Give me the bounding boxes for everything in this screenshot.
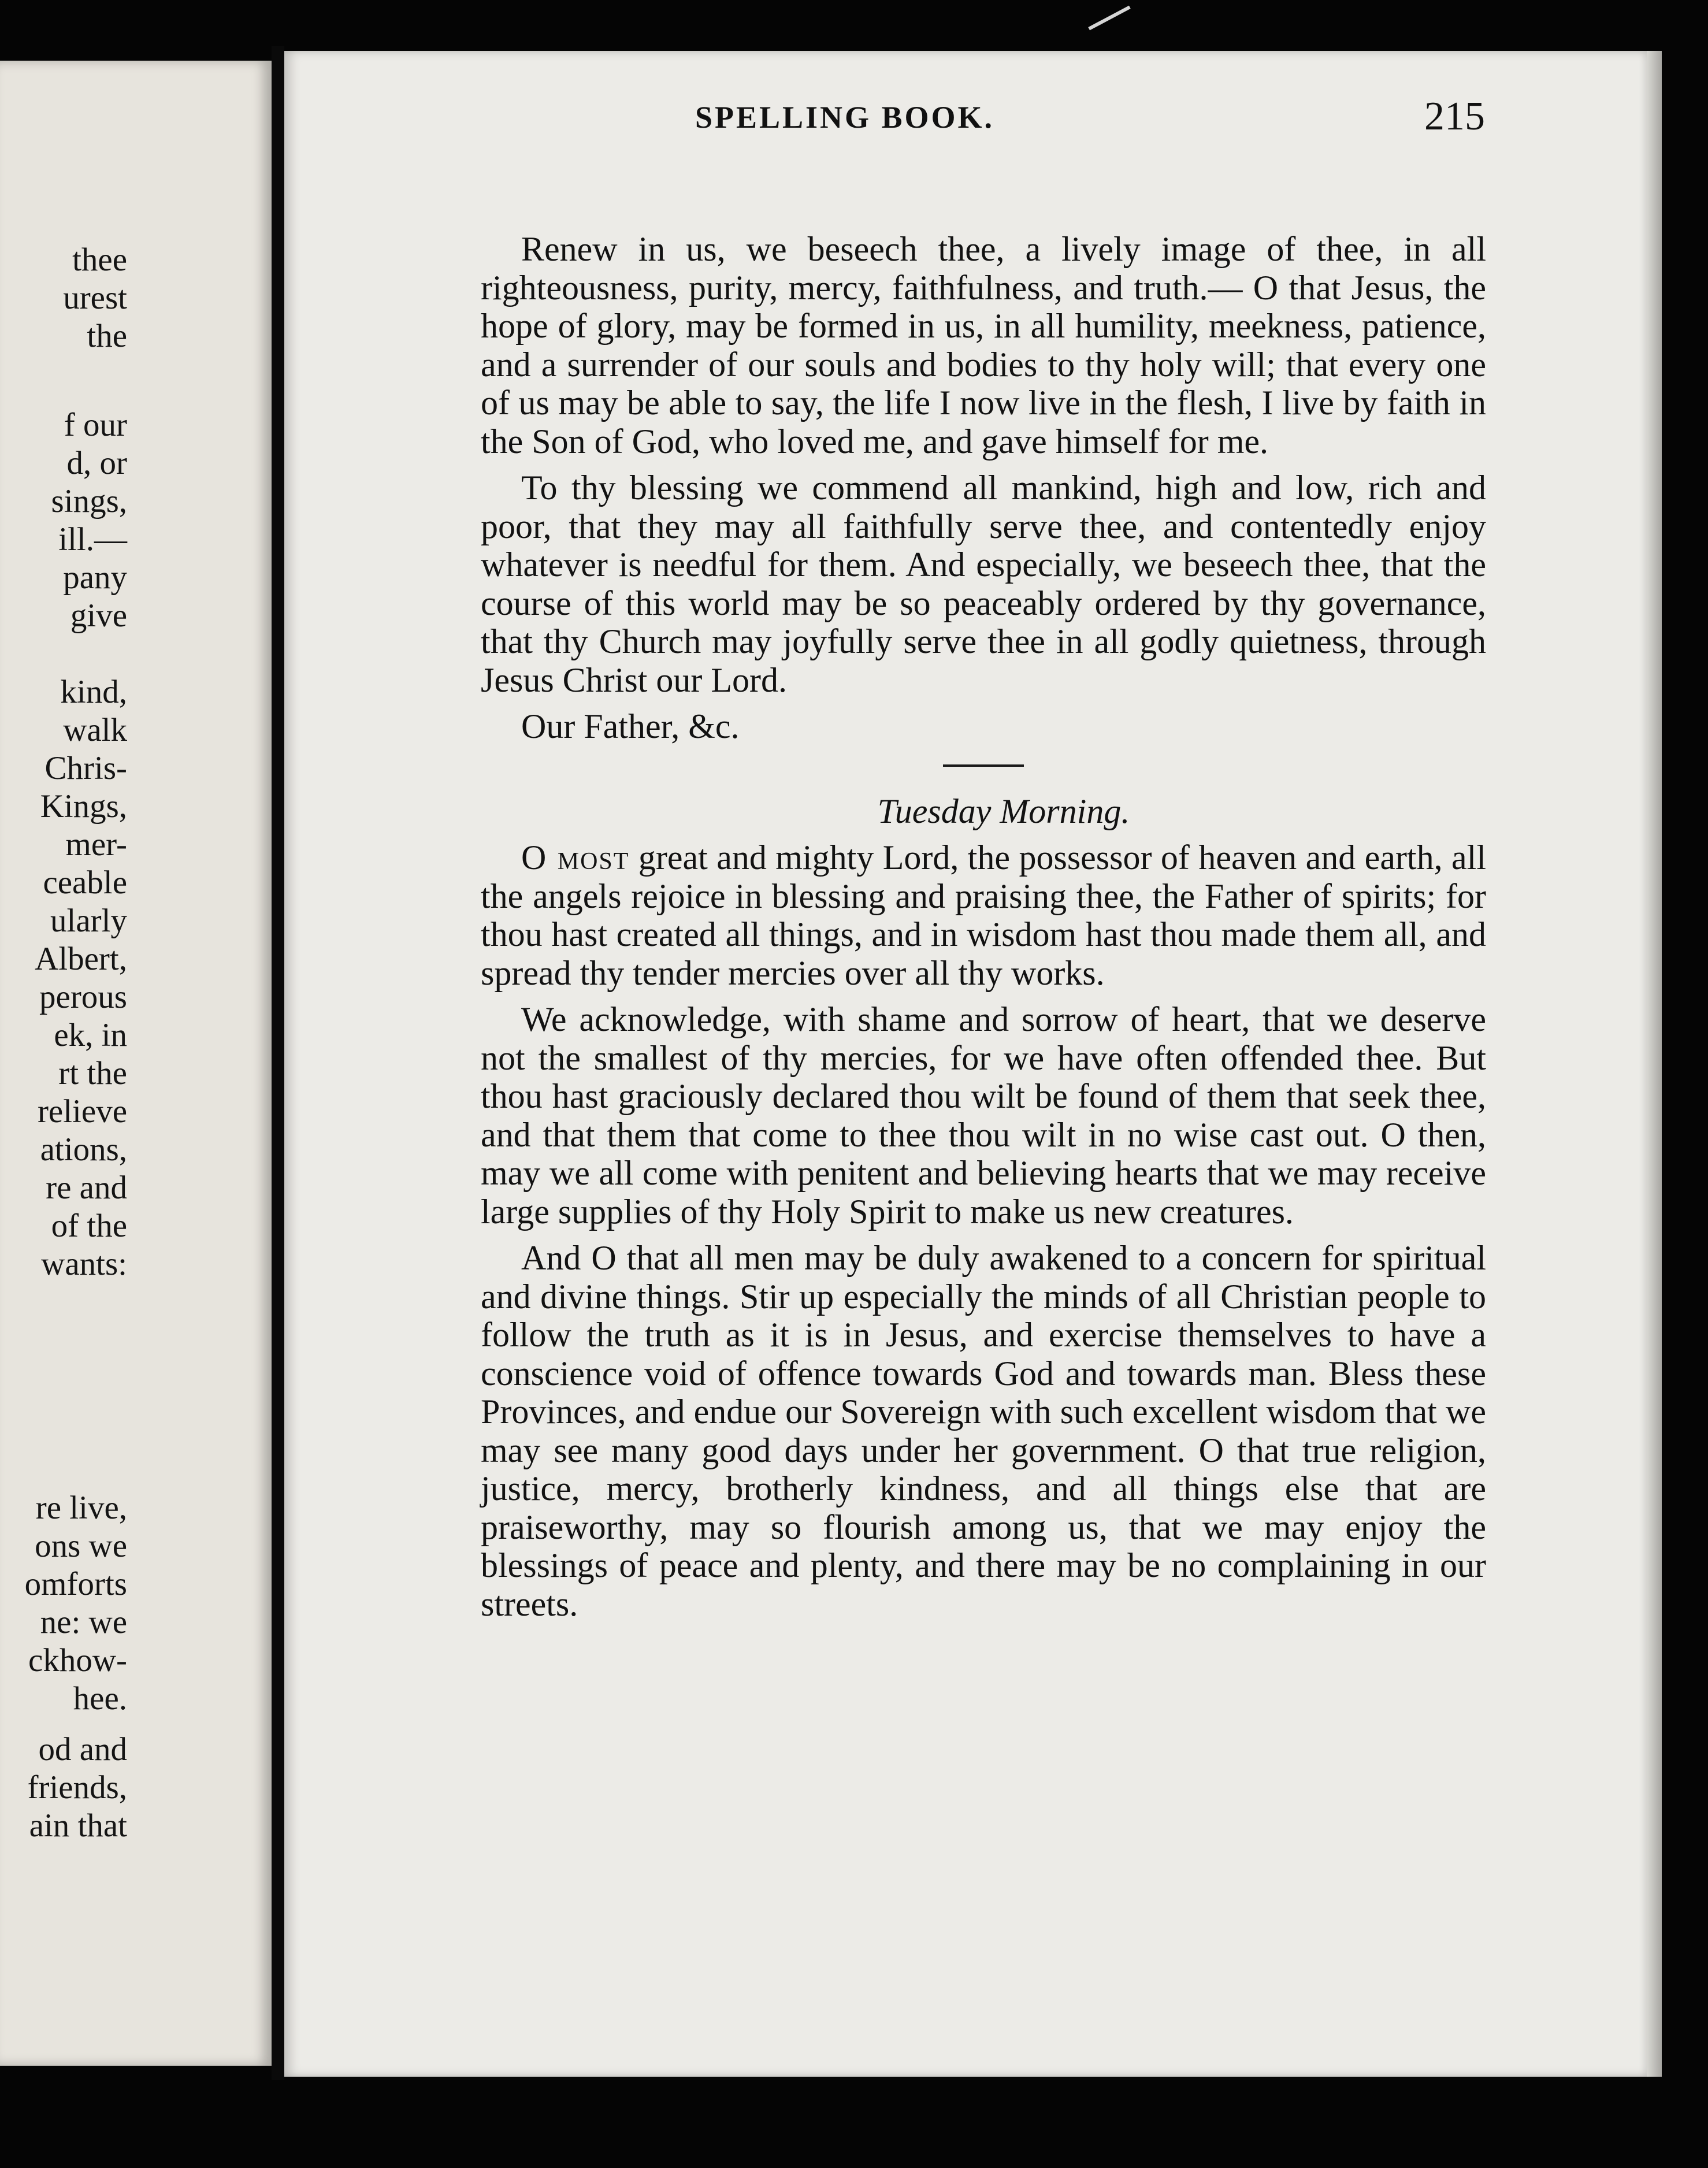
left-line: od and xyxy=(38,1731,127,1768)
left-line: Chris- xyxy=(44,750,127,786)
left-line: ill.— xyxy=(58,521,127,558)
left-line: the xyxy=(87,318,127,354)
left-line: sings, xyxy=(51,483,127,519)
left-line: ne: we xyxy=(40,1604,127,1640)
left-line: friends, xyxy=(27,1769,127,1806)
paragraph: And O that all men may be duly awakened to a concern for spiritual and divine things. Stir up especially the minds of all Christian people to follow the truth as it is in Jesus, and exercise themselves to have a conscience void of offence towards God and towards man. Bless these Provinces, and endue our Sovereign with such excellent wisdom that we may see many good days under her government. O that true religion, justice, mercy, brotherly kindness, and all things else that are praiseworthy, may so flourish among us, that we may enjoy the blessings of peace and plenty, and there may be no complaining in our streets. xyxy=(481,1239,1486,1623)
left-page-fragment xyxy=(0,61,272,2066)
page-number: 215 xyxy=(1424,94,1485,139)
left-line: of the xyxy=(51,1208,127,1244)
left-line: urest xyxy=(63,280,127,316)
left-line: kind, xyxy=(60,674,127,710)
left-line: ckhow- xyxy=(28,1642,127,1679)
left-line: ularly xyxy=(50,903,127,939)
left-line: relieve xyxy=(37,1093,127,1130)
left-line: d, or xyxy=(66,445,127,481)
left-line: f our xyxy=(64,407,127,443)
left-line: pany xyxy=(63,559,127,596)
left-line: hee. xyxy=(73,1680,127,1717)
left-line: ations, xyxy=(40,1131,127,1168)
paragraph xyxy=(481,838,1486,992)
left-line: give xyxy=(70,597,127,634)
paragraph: To thy blessing we commend all mankind, high and low, rich and poor, that they may all faithfully serve thee, and contentedly enjoy whatever is needful for them. And especially, we beseech thee, that the course of this world may be so peaceably ordered by thy governance, that thy Church may joyfully serve thee in all godly quietness, through Jesus Christ our Lord. xyxy=(481,469,1486,699)
left-line: Kings, xyxy=(40,788,127,825)
left-line: omforts xyxy=(24,1566,127,1602)
left-line: re and xyxy=(46,1170,127,1206)
section-heading: Tuesday Morning. xyxy=(877,792,1130,830)
left-line: ek, in xyxy=(54,1017,127,1053)
pen-mark xyxy=(1088,6,1130,31)
left-line: mer- xyxy=(65,826,127,863)
book-gutter xyxy=(272,46,284,2080)
page-body xyxy=(481,230,1486,1631)
left-line: ain that xyxy=(29,1807,127,1844)
left-line: thee xyxy=(72,242,127,278)
paragraph-rest: great and mighty Lord, the possessor of heaven and earth, all the angels rejoice in blessing and praising thee, the Father of spirits; for thou hast created all things, and in wisdom hast thou made them all, and spread thy tender mercies over all thy works. xyxy=(481,838,1486,992)
page-edge xyxy=(1647,51,1662,2077)
left-line: wants: xyxy=(41,1246,127,1282)
paragraph: Renew in us, we beseech thee, a lively image of thee, in all righteousness, purity, mercy, faithfulness, and truth.— O that Jesus, the hope of glory, may be formed in us, in all humility, meekness, patience, and a surrender of our souls and bodies to thy holy will; that every one of us may be able to say, the life I now live in the flesh, I live by faith in the Son of God, who loved me, and gave himself for me. xyxy=(481,230,1486,461)
left-line: re live, xyxy=(35,1490,127,1526)
section-rule xyxy=(943,764,1024,767)
left-line: Albert, xyxy=(35,941,127,977)
paragraph: We acknowledge, with shame and sorrow of heart, that we deserve not the smallest of thy mercies, for we have often offended thee. But thou hast graciously declared thou wilt be found of them that seek thee, and that them that come to thee thou wilt in no wise cast out. O then, may we all come with penitent and believing hearts that we may receive large supplies of thy Holy Spirit to make us new creatures. xyxy=(481,1000,1486,1231)
left-line: perous xyxy=(39,979,127,1015)
closing-line: Our Father, &c. xyxy=(521,707,740,745)
lead-words: O most xyxy=(521,838,630,877)
left-line: rt the xyxy=(58,1055,127,1092)
left-line: ons we xyxy=(35,1528,127,1564)
left-line: walk xyxy=(63,712,127,748)
running-title: SPELLING BOOK. xyxy=(695,100,995,135)
left-line: ceable xyxy=(43,864,127,901)
